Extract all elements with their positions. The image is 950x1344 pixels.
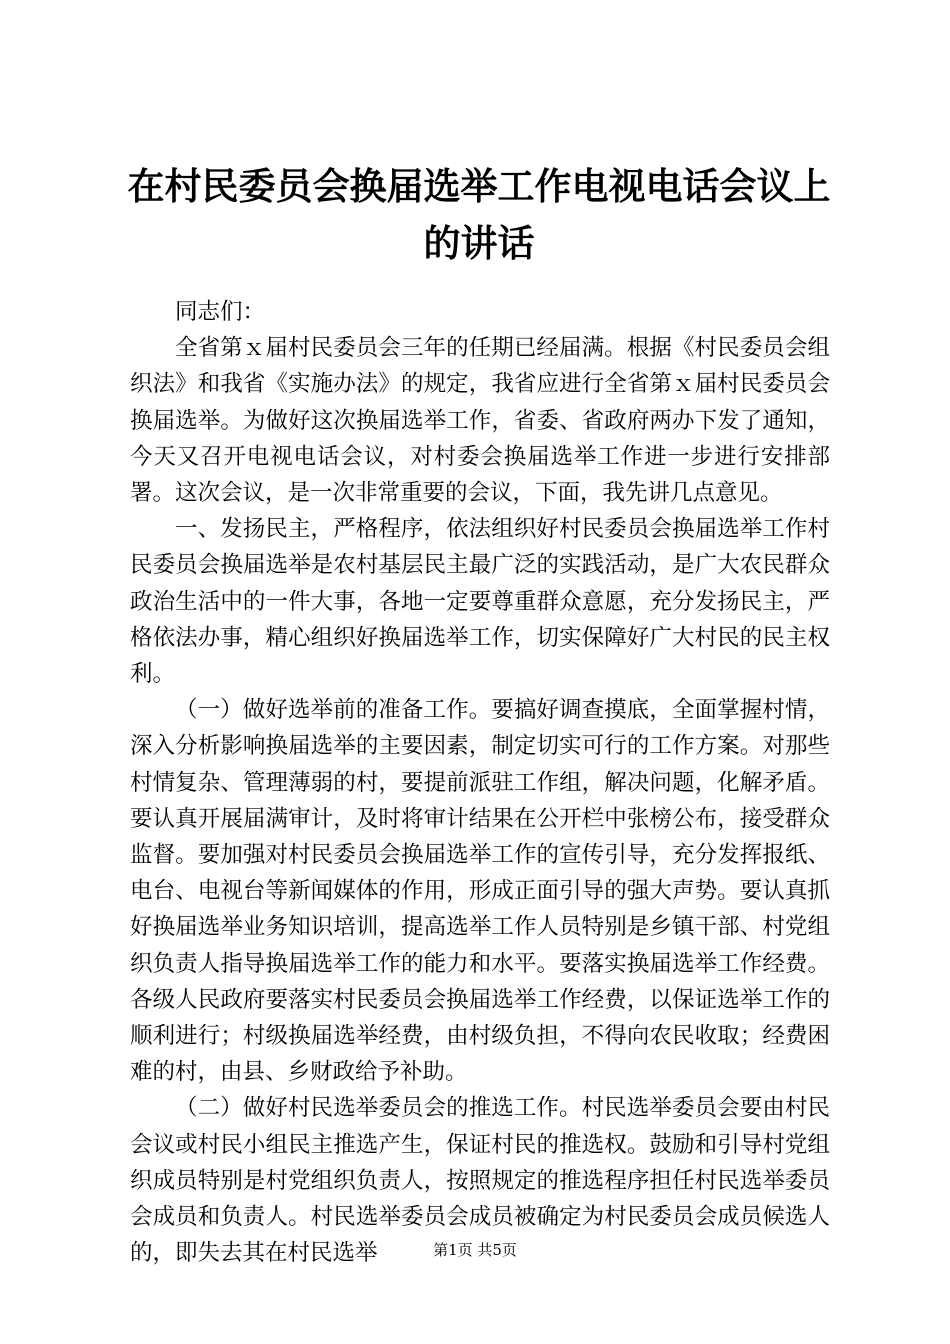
paragraph-subsection-two: （二）做好村民选举委员会的推选工作。村民选举委员会要由村民会议或村民小组民主推选产生，保证村民的推选权。鼓励和引导村党组织成员特别是村党组织负责人，按照规定的推选程序担任村民选举委员会成员和负责人。村民选举委员会成员被确定为村民委员会成员候选人的，即失去其在村民选举	[130, 1095, 830, 1267]
document-body	[130, 294, 830, 1271]
document-title: 在村民委员会换届选举工作电视电话会议上的讲话	[127, 165, 831, 265]
greeting: 同志们：	[175, 299, 266, 325]
page-number-footer: 第1页 共5页	[433, 1241, 517, 1259]
paragraph-subsection-one: （一）做好选举前的准备工作。要搞好调查摸底，全面掌握村情，深入分析影响换届选举的主要因素，制定切实可行的工作方案。对那些村情复杂、管理薄弱的村，要提前派驻工作组，解决问题，化解矛盾。要认真开展届满审计，及时将审计结果在公开栏中张榜公布，接受群众监督。要加强对村民委员会换届选举工作的宣传引导，充分发挥报纸、电台、电视台等新闻媒体的作用，形成正面引导的强大声势。要认真抓好换届选举业务知识培训，提高选举工作人员特别是乡镇干部、村党组织负责人指导换届选举工作的能力和水平。要落实换届选举工作经费。各级人民政府要落实村民委员会换届选举工作经费，以保证选举工作的顺利进行；村级换届选举经费，由村级负担，不得向农民收取；经费困难的村，由县、乡财政给予补助。	[130, 697, 830, 1086]
paragraph-intro: 全省第ｘ届村民委员会三年的任期已经届满。根据《村民委员会组织法》和我省《实施办法》的规定，我省应进行全省第ｘ届村民委员会换届选举。为做好这次换届选举工作，省委、省政府两办下发了通知，今天又召开电视电话会议，对村委会换届选举工作进一步进行安排部署。这次会议，是一次非常重要的会议，下面，我先讲几点意见。	[130, 335, 830, 507]
paragraph-section-one: 一、发扬民主，严格程序，依法组织好村民委员会换届选举工作村民委员会换届选举是农村基层民主最广泛的实践活动，是广大农民群众政治生活中的一件大事，各地一定要尊重群众意愿，充分发扬民主，严格依法办事，精心组织好换届选举工作，切实保障好广大村民的民主权利。	[130, 516, 830, 688]
